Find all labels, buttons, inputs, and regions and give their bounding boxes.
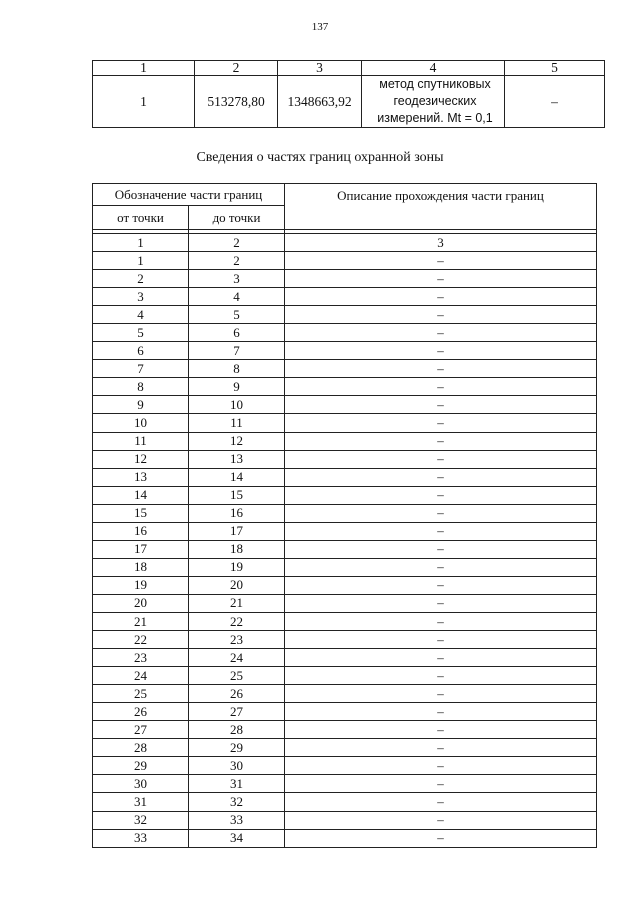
to-point-cell: 19	[189, 558, 285, 576]
table-row	[93, 721, 597, 739]
boundary-description-cell: –	[285, 721, 597, 739]
table-row	[93, 504, 597, 522]
table-row	[93, 594, 597, 612]
table-row	[93, 378, 597, 396]
to-point-cell: 20	[189, 576, 285, 594]
method-cell	[362, 76, 505, 128]
boundary-description-cell: –	[285, 522, 597, 540]
to-point-cell: 25	[189, 667, 285, 685]
boundary-group-header: Обозначение части границ	[93, 184, 285, 206]
from-point-cell: 10	[93, 414, 189, 432]
coordinates-header-cell: 2	[195, 61, 278, 76]
from-point-cell: 19	[93, 576, 189, 594]
boundary-description-cell: –	[285, 306, 597, 324]
table-row	[93, 540, 597, 558]
point-number-cell: 1	[93, 76, 195, 128]
method-line: измерений. Mt = 0,1	[377, 111, 493, 125]
boundary-description-cell: –	[285, 396, 597, 414]
boundary-description-cell: –	[285, 414, 597, 432]
from-point-cell: 26	[93, 703, 189, 721]
table-row	[93, 685, 597, 703]
coordinates-header-cell: 5	[505, 61, 605, 76]
boundary-description-cell: –	[285, 612, 597, 630]
to-point-cell: 6	[189, 324, 285, 342]
boundary-description-cell: –	[285, 432, 597, 450]
boundary-description-cell: –	[285, 649, 597, 667]
to-point-cell: 12	[189, 432, 285, 450]
boundary-description-cell: –	[285, 631, 597, 649]
table-row	[93, 396, 597, 414]
to-point-cell: 29	[189, 739, 285, 757]
table-row	[93, 558, 597, 576]
from-point-cell: 16	[93, 522, 189, 540]
numbering-cell: 1	[93, 234, 189, 252]
table-row	[93, 486, 597, 504]
to-point-cell: 7	[189, 342, 285, 360]
boundary-parts-table	[92, 183, 597, 848]
from-point-cell: 14	[93, 486, 189, 504]
to-point-cell: 33	[189, 811, 285, 829]
to-point-cell: 31	[189, 775, 285, 793]
from-point-cell: 31	[93, 793, 189, 811]
boundary-description-cell: –	[285, 576, 597, 594]
from-point-cell: 2	[93, 270, 189, 288]
from-point-cell: 7	[93, 360, 189, 378]
to-point-cell: 8	[189, 360, 285, 378]
coordinates-header-cell: 3	[278, 61, 362, 76]
table-row	[93, 288, 597, 306]
x-coordinate-cell: 513278,80	[195, 76, 278, 128]
boundary-header-row	[93, 184, 597, 206]
boundary-description-cell: –	[285, 252, 597, 270]
boundary-description-cell: –	[285, 342, 597, 360]
page-number: 137	[311, 21, 329, 33]
section-title: Сведения о частях границ охранной зоны	[196, 150, 444, 165]
from-point-cell: 18	[93, 558, 189, 576]
table-row	[93, 739, 597, 757]
to-point-cell: 24	[189, 649, 285, 667]
boundary-rows	[93, 234, 597, 848]
table-row	[93, 757, 597, 775]
description-cell: –	[505, 76, 605, 128]
boundary-description-cell: –	[285, 667, 597, 685]
from-point-cell: 11	[93, 432, 189, 450]
from-point-cell: 5	[93, 324, 189, 342]
boundary-description-cell: –	[285, 829, 597, 847]
boundary-description-cell: –	[285, 793, 597, 811]
method-line: метод спутниковых	[379, 77, 491, 91]
table-row	[93, 432, 597, 450]
method-line: геодезических	[393, 94, 477, 108]
table-row	[93, 324, 597, 342]
to-point-cell: 4	[189, 288, 285, 306]
table-row	[93, 576, 597, 594]
boundary-description-cell: –	[285, 504, 597, 522]
from-point-cell: 25	[93, 685, 189, 703]
to-point-cell: 22	[189, 612, 285, 630]
to-point-cell: 18	[189, 540, 285, 558]
boundary-description-cell: –	[285, 775, 597, 793]
from-point-cell: 6	[93, 342, 189, 360]
table-row	[93, 468, 597, 486]
to-point-header: до точки	[189, 206, 285, 230]
numbering-cell: 3	[285, 234, 597, 252]
boundary-description-cell: –	[285, 757, 597, 775]
numbering-cell: 2	[189, 234, 285, 252]
table-row	[93, 360, 597, 378]
from-point-cell: 23	[93, 649, 189, 667]
table-row	[93, 631, 597, 649]
boundary-description-cell: –	[285, 685, 597, 703]
numbering-row	[93, 234, 597, 252]
boundary-description-cell: –	[285, 378, 597, 396]
boundary-description-cell: –	[285, 739, 597, 757]
from-point-cell: 27	[93, 721, 189, 739]
to-point-cell: 11	[189, 414, 285, 432]
from-point-header: от точки	[93, 206, 189, 230]
table-row	[93, 612, 597, 630]
table-row	[93, 649, 597, 667]
to-point-cell: 9	[189, 378, 285, 396]
from-point-cell: 17	[93, 540, 189, 558]
boundary-description-cell: –	[285, 324, 597, 342]
boundary-description-cell: –	[285, 703, 597, 721]
to-point-cell: 15	[189, 486, 285, 504]
from-point-cell: 33	[93, 829, 189, 847]
from-point-cell: 4	[93, 306, 189, 324]
to-point-cell: 30	[189, 757, 285, 775]
boundary-description-cell: –	[285, 558, 597, 576]
boundary-description-cell: –	[285, 486, 597, 504]
table-row	[93, 829, 597, 847]
to-point-cell: 26	[189, 685, 285, 703]
y-coordinate-cell: 1348663,92	[278, 76, 362, 128]
coordinates-header-cell: 1	[93, 61, 195, 76]
table-row	[93, 703, 597, 721]
table-row	[93, 414, 597, 432]
to-point-cell: 16	[189, 504, 285, 522]
boundary-description-cell: –	[285, 270, 597, 288]
boundary-description-cell: –	[285, 468, 597, 486]
to-point-cell: 32	[189, 793, 285, 811]
from-point-cell: 28	[93, 739, 189, 757]
to-point-cell: 21	[189, 594, 285, 612]
to-point-cell: 27	[189, 703, 285, 721]
from-point-cell: 20	[93, 594, 189, 612]
table-row	[93, 342, 597, 360]
boundary-description-cell: –	[285, 540, 597, 558]
from-point-cell: 1	[93, 252, 189, 270]
table-row	[93, 522, 597, 540]
from-point-cell: 15	[93, 504, 189, 522]
table-row	[93, 811, 597, 829]
boundary-description-header: Описание прохождения части границ	[285, 184, 597, 230]
table-row	[93, 306, 597, 324]
coordinates-row	[93, 76, 605, 128]
boundary-description-cell: –	[285, 360, 597, 378]
from-point-cell: 9	[93, 396, 189, 414]
coordinates-header-cell: 4	[362, 61, 505, 76]
to-point-cell: 17	[189, 522, 285, 540]
from-point-cell: 12	[93, 450, 189, 468]
to-point-cell: 5	[189, 306, 285, 324]
to-point-cell: 2	[189, 252, 285, 270]
boundary-description-cell: –	[285, 450, 597, 468]
from-point-cell: 21	[93, 612, 189, 630]
boundary-description-cell: –	[285, 288, 597, 306]
to-point-cell: 14	[189, 468, 285, 486]
to-point-cell: 10	[189, 396, 285, 414]
from-point-cell: 29	[93, 757, 189, 775]
coordinates-header-row	[93, 61, 605, 76]
coordinates-table	[92, 60, 605, 128]
table-row	[93, 775, 597, 793]
table-row	[93, 667, 597, 685]
to-point-cell: 13	[189, 450, 285, 468]
from-point-cell: 32	[93, 811, 189, 829]
from-point-cell: 8	[93, 378, 189, 396]
from-point-cell: 24	[93, 667, 189, 685]
to-point-cell: 28	[189, 721, 285, 739]
table-row	[93, 252, 597, 270]
table-row	[93, 270, 597, 288]
from-point-cell: 3	[93, 288, 189, 306]
table-row	[93, 450, 597, 468]
from-point-cell: 13	[93, 468, 189, 486]
to-point-cell: 34	[189, 829, 285, 847]
from-point-cell: 30	[93, 775, 189, 793]
table-row	[93, 793, 597, 811]
boundary-description-cell: –	[285, 594, 597, 612]
to-point-cell: 23	[189, 631, 285, 649]
to-point-cell: 3	[189, 270, 285, 288]
boundary-description-cell: –	[285, 811, 597, 829]
from-point-cell: 22	[93, 631, 189, 649]
